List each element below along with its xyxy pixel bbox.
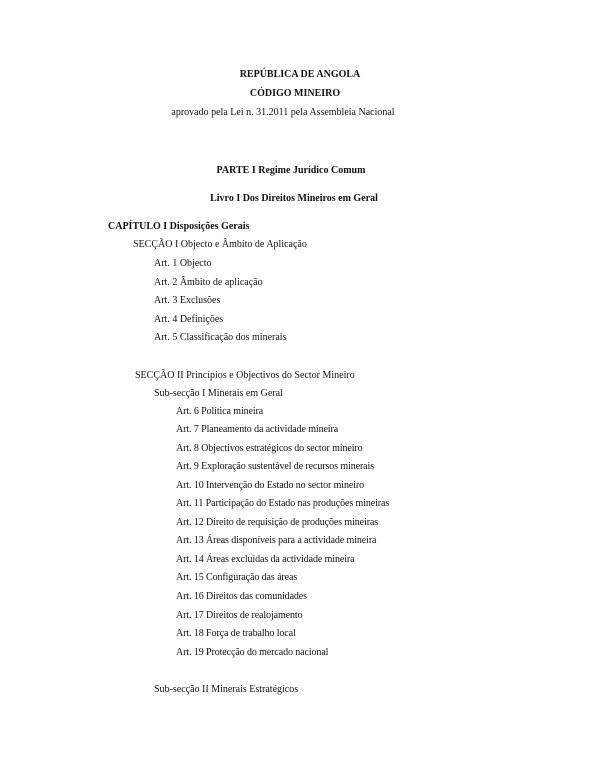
toc-article: Art. 18 Força de trabalho local (176, 628, 296, 639)
toc-article: Art. 15 Configuração das áreas (176, 572, 298, 583)
toc-article: Art. 13 Áreas disponíveis para a actividade mineira (176, 535, 377, 546)
toc-article: Art. 10 Intervenção do Estado no sector mineiro (176, 480, 365, 491)
seccao-2-heading: SECÇÃO II Princípios e Objectivos do Sector Mineiro (135, 370, 355, 381)
document-code-title: CÓDIGO MINEIRO (249, 88, 341, 99)
subseccao-1-heading: Sub-secção I Minerais em Geral (154, 388, 283, 399)
toc-article: Art. 7 Planeamento da actividade mineira (176, 424, 339, 435)
toc-article: Art. 2 Âmbito de aplicação (154, 277, 263, 288)
toc-article: Art. 19 Protecção do mercado nacional (176, 647, 329, 658)
toc-article: Art. 14 Áreas excluídas da actividade mineira (176, 554, 355, 565)
toc-article: Art. 3 Exclusões (154, 295, 221, 306)
toc-article: Art. 5 Classificação dos minerais (154, 332, 287, 343)
toc-article: Art. 6 Política mineira (176, 406, 264, 417)
document-country-title: REPÚBLICA DE ANGOLA (239, 69, 361, 80)
toc-article: Art. 11 Participação do Estado nas produções mineiras (176, 498, 390, 509)
capitulo-heading: CAPÍTULO I Disposições Gerais (108, 221, 250, 232)
toc-article: Art. 16 Direitos das comunidades (176, 591, 307, 602)
document-approval-note: aprovado pela Lei n. 31.2011 pela Assembleia Nacional (171, 107, 395, 118)
toc-article: Art. 4 Definições (154, 314, 224, 325)
toc-article: Art. 8 Objectivos estratégicos do sector mineiro (176, 443, 363, 454)
seccao-1-heading: SECÇÃO I Objecto e Âmbito de Aplicação (133, 239, 307, 250)
toc-article: Art. 12 Direito de requisição de produções mineiras (176, 517, 379, 528)
subseccao-2-heading: Sub-secção II Minerais Estratégicos (154, 684, 299, 695)
toc-article: Art. 17 Direitos de realojamento (176, 610, 303, 621)
parte-heading: PARTE I Regime Jurídico Comum (216, 165, 366, 176)
toc-article: Art. 1 Objecto (154, 258, 212, 269)
toc-article: Art. 9 Exploração sustentável de recursos minerais (176, 461, 374, 472)
livro-heading: Livro I Dos Direitos Mineiros em Geral (210, 193, 378, 204)
